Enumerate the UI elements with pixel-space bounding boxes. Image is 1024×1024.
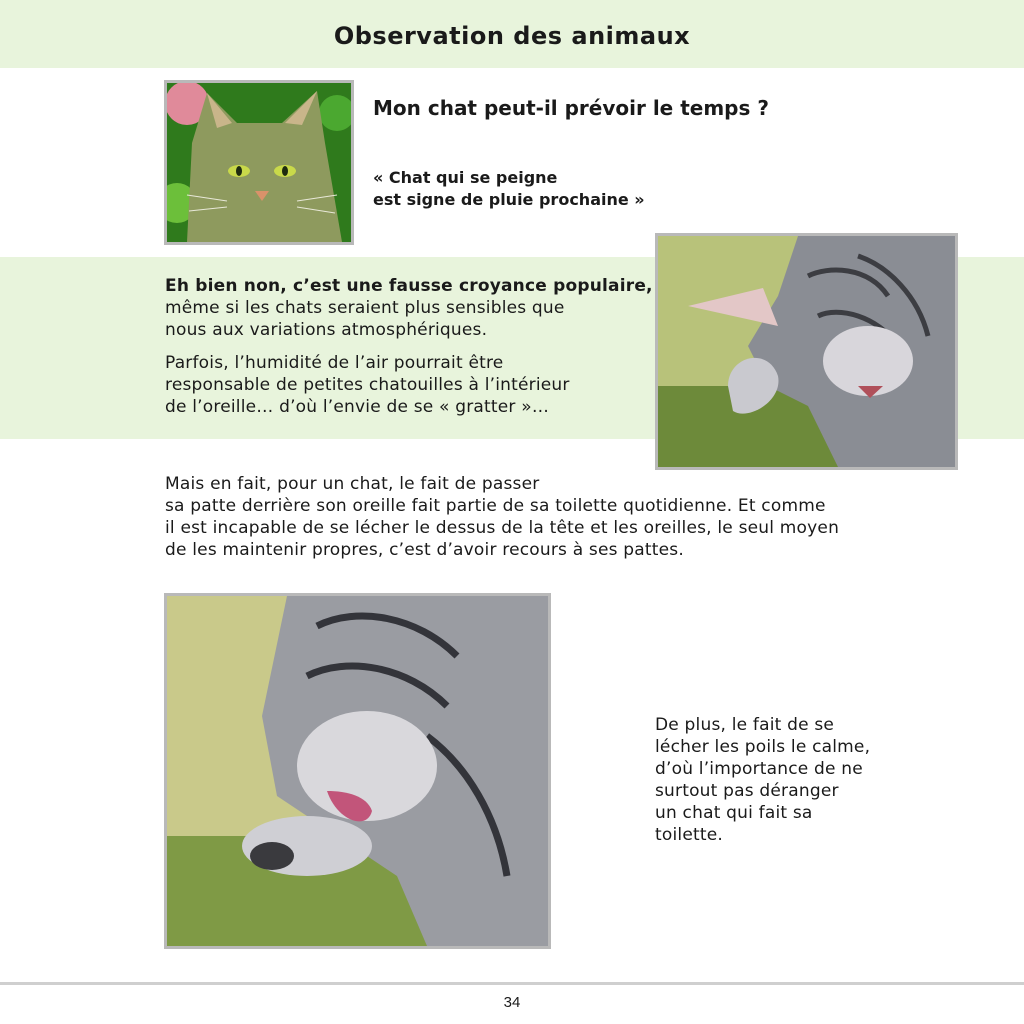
scratching-cat-illustration [658, 236, 955, 467]
paragraph-line: même si les chats seraient plus sensibles que [165, 298, 565, 318]
paragraph-lead: Eh bien non, c’est une fausse croyance populaire, [165, 276, 653, 296]
paragraph-line: de l’oreille… d’où l’envie de se « gratter »… [165, 397, 550, 417]
page-title: Observation des animaux [333, 22, 691, 50]
proverb-line: « Chat qui se peigne [373, 168, 558, 187]
paragraph-humidity [165, 352, 645, 418]
paragraph-myth [165, 275, 653, 341]
paragraph-line: lécher les poils le calme, [655, 737, 871, 757]
paragraph-line: d’où l’importance de ne [655, 759, 863, 779]
proverb-quote [373, 167, 645, 211]
photo-green-cat [164, 80, 354, 245]
paragraph-line: nous aux variations atmosphériques. [165, 320, 488, 340]
footer-divider [0, 982, 1024, 985]
green-cat-illustration [167, 83, 351, 242]
page-number: 34 [503, 994, 521, 1011]
paragraph-line: un chat qui fait sa [655, 803, 813, 823]
paragraph-line: sa patte derrière son oreille fait partie de sa toilette quotidienne. Et comme [165, 496, 826, 516]
paragraph-line: Mais en fait, pour un chat, le fait de passer [165, 474, 540, 494]
licking-cat-illustration [167, 596, 548, 946]
paragraph-line: surtout pas déranger [655, 781, 839, 801]
photo-cat-licking-paw [164, 593, 551, 949]
photo-cat-scratching [655, 233, 958, 470]
paragraph-line: il est incapable de se lécher le dessus de la tête et les oreilles, le seul moyen [165, 518, 840, 538]
paragraph-line: de les maintenir propres, c’est d’avoir recours à ses pattes. [165, 540, 684, 560]
header-band [0, 0, 1024, 68]
paragraph-grooming [165, 473, 925, 561]
paragraph-calm [655, 714, 915, 846]
paragraph-line: responsable de petites chatouilles à l’intérieur [165, 375, 570, 395]
paragraph-line: toilette. [655, 825, 723, 845]
article-title: Mon chat peut-il prévoir le temps ? [373, 96, 769, 120]
paragraph-line: De plus, le fait de se [655, 715, 835, 735]
proverb-line: est signe de pluie prochaine » [373, 190, 645, 209]
paragraph-line: Parfois, l’humidité de l’air pourrait être [165, 353, 504, 373]
